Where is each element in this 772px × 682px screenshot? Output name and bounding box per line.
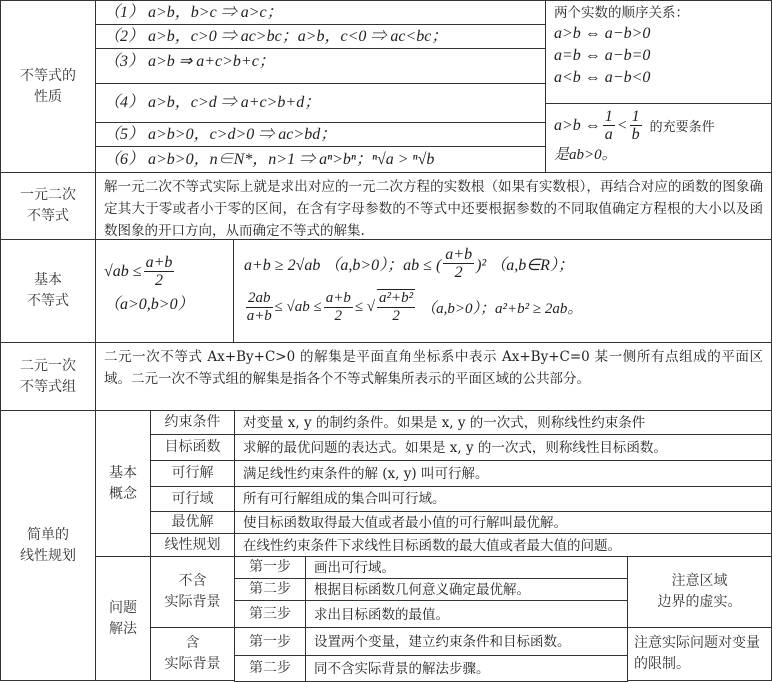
property-1: （1） a>b，b>c ⇒ a>c； [95, 0, 546, 25]
group-label: 含 实际背景 [150, 627, 235, 681]
frac-num: a+b [325, 289, 351, 306]
frac-num: a²+b² [379, 290, 414, 306]
concept-desc: 所有可行解组成的集合叫可行域。 [234, 486, 772, 512]
reciprocal-lhs: a>b ⇔ [554, 116, 601, 134]
step-label: 第一步 [234, 556, 306, 579]
basic-left [95, 239, 234, 343]
concept-desc: 满足线性约束条件的解 (x, y) 叫可行解。 [234, 460, 772, 487]
basic-formula-1b: )² （a,b∈R）； [476, 257, 574, 274]
step-label: 第一步 [234, 627, 306, 657]
basic-formula-2c: （a,b>0）；a²+b² ≥ 2ab。 [421, 300, 583, 317]
reciprocal-line2: 是ab>0。 [554, 147, 617, 163]
order-title: 两个实数的顺序关系： [554, 5, 689, 21]
group-note: 注意区域 边界的虚实。 [627, 556, 772, 628]
frac-den: b [631, 126, 640, 143]
basic-condition: （a>0,b>0） [104, 296, 194, 313]
basic-label: 基本 不等式 [0, 239, 96, 343]
basic-lhs: √ab ≤ [104, 262, 142, 280]
concept-desc: 在线性约束条件下求线性目标函数的最大值或者最大值的问题。 [234, 533, 772, 558]
order-line: a<b ⇔ a−b<0 [554, 69, 651, 86]
group-label: 不含 实际背景 [150, 556, 235, 628]
order-relation [545, 0, 772, 104]
reciprocal-suffix: 的充要条件 [649, 120, 715, 135]
basic-formula-2a: ≤ √ab ≤ [274, 298, 322, 315]
concept-term: 约束条件 [150, 410, 235, 435]
step-desc: 根据目标函数几何意义确定最优解。 [305, 578, 628, 601]
concept-term: 最优解 [150, 511, 235, 534]
step-desc: 求出目标函数的最值。 [305, 600, 628, 629]
property-6: （6） a>b>0，n∈N*，n>1 ⇒ aⁿ>bⁿ；ⁿ√a > ⁿ√b [95, 146, 546, 173]
frac-num: a+b [445, 246, 473, 263]
step-desc: 画出可行域。 [305, 556, 628, 579]
frac-num: 1 [631, 108, 640, 125]
properties-label: 不等式的 性质 [0, 0, 96, 173]
frac-den: 2 [334, 307, 343, 324]
property-5: （5） a>b>0，c>d>0 ⇒ ac>bd； [95, 122, 546, 147]
linear-system-text: 二元一次不等式 Ax+By+C>0 的解集是平面直角坐标系中表示 Ax+By+C=0 某一侧所有点组成的平面区域。二元一次不等式组的解集是指各个不等式解集所表示的平面区域的公共部分。 [95, 342, 772, 411]
frac-den: 2 [154, 272, 163, 289]
concept-term: 线性规划 [150, 533, 235, 558]
less-than: < [616, 116, 628, 134]
basic-right [233, 239, 772, 343]
quadratic-label: 一元二次 不等式 [0, 172, 96, 240]
lp-label: 简单的 线性规划 [0, 410, 96, 681]
order-line: a=b ⇔ a−b=0 [554, 47, 651, 64]
step-label: 第三步 [234, 600, 306, 629]
concept-term: 可行域 [150, 486, 235, 512]
step-desc: 设置两个变量，建立约束条件和目标函数。 [305, 627, 628, 657]
property-2: （2） a>b，c>0 ⇒ ac>bc；a>b，c<0 ⇒ ac<bc； [95, 24, 546, 49]
frac-num: 2ab [248, 289, 271, 306]
order-line: a>b ⇔ a−b>0 [554, 25, 651, 42]
linear-system-label: 二元一次 不等式组 [0, 342, 96, 411]
concept-desc: 使目标函数取得最大值或者最小值的可行解叫最优解。 [234, 511, 772, 534]
group-note: 注意实际问题对变量的限制。 [627, 627, 772, 681]
quadratic-text: 解一元二次不等式实际上就是求出对应的一元二次方程的实数根（如果有实数根），再结合对应的函数的图象确定其大于零或者小于零的区间，在含有字母参数的不等式中还要根据参数的不同取值确定方程根的大小以及函数图象的开口方向，从而确定不等式的解集. [95, 172, 772, 240]
reciprocal-rule [545, 103, 772, 173]
lp-basic-label: 基本 概念 [95, 410, 151, 557]
concept-desc: 求解的最优问题的表达式。如果是 x, y 的一次式，则称线性目标函数。 [234, 434, 772, 461]
basic-formula-2b: ≤ √ [354, 298, 376, 315]
frac-den: a [604, 126, 613, 143]
frac-num: a+b [145, 254, 173, 271]
concept-term: 可行解 [150, 460, 235, 487]
step-desc: 同不含实际背景的解法步骤。 [305, 655, 628, 682]
concept-desc: 对变量 x, y 的制约条件。如果是 x, y 的一次式，则称线性约束条件 [234, 410, 772, 435]
frac-den: 2 [392, 308, 400, 324]
property-3: （3） a>b ⇒ a+c>b+c； [95, 48, 546, 84]
lp-method-label: 问题 解法 [95, 556, 151, 681]
concept-term: 目标函数 [150, 434, 235, 461]
step-label: 第二步 [234, 578, 306, 601]
basic-formula-1a: a+b ≥ 2√ab （a,b>0）；ab ≤ ( [244, 257, 442, 274]
frac-num: 1 [604, 108, 613, 125]
frac-den: 2 [454, 264, 463, 281]
property-4: （4） a>b，c>d ⇒ a+c>b+d； [95, 83, 546, 123]
frac-den: a+b [246, 307, 272, 324]
step-label: 第二步 [234, 655, 306, 682]
